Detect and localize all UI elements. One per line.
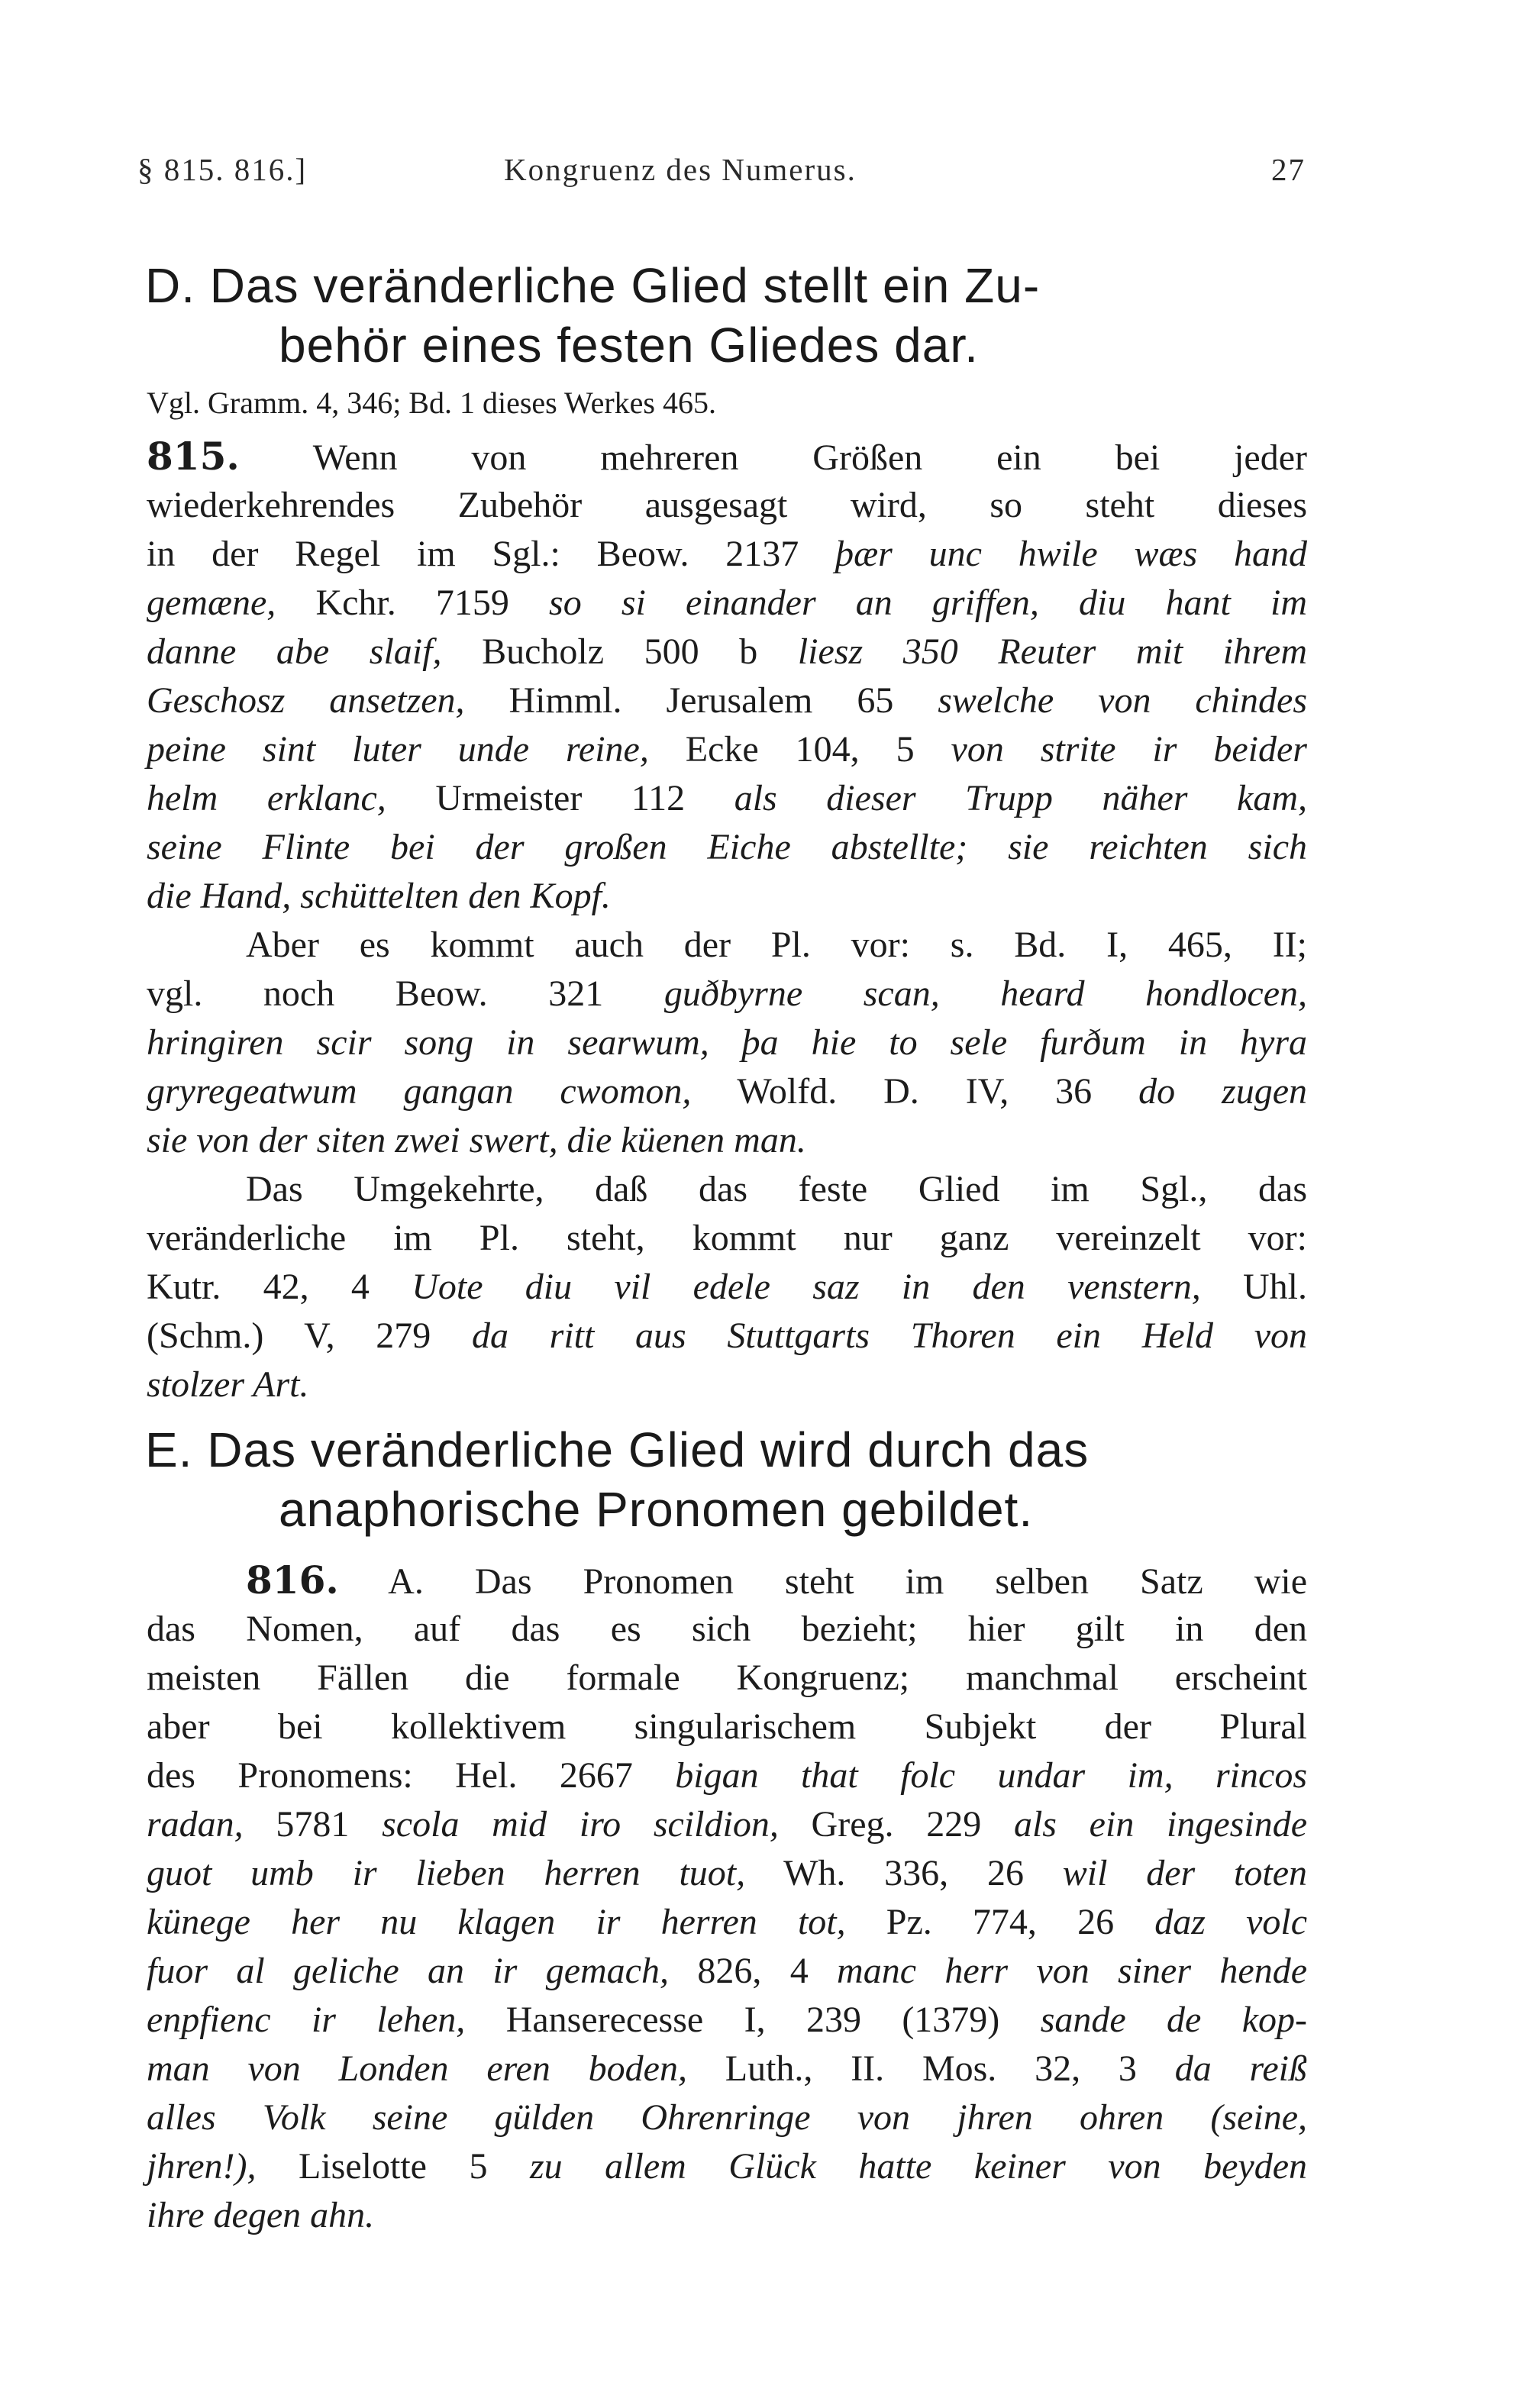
quoted-example: sande de kop- [1040, 2000, 1308, 2040]
quoted-example: alles Volk seine gülden Ohrenringe von jhren ohren (seine, [147, 2097, 1307, 2138]
text-line [147, 1018, 1307, 1067]
quoted-example: liesz 350 Reuter mit ihrem [797, 631, 1307, 672]
quoted-example: als dieser Trupp näher kam, [734, 778, 1308, 818]
quoted-example: radan, [147, 1804, 244, 1845]
text-line [147, 1898, 1307, 1947]
text-run: A. Das Pronomen steht im selben Satz wie [338, 1561, 1307, 1602]
section-816-text [147, 1556, 1307, 2240]
text-line [147, 1116, 1307, 1165]
text-line [147, 481, 1307, 530]
section-815-text [147, 374, 1307, 1409]
chapter-title: Kongruenz des Numerus. [504, 152, 857, 187]
text-run: Greg. 229 [778, 1804, 1014, 1845]
text-run: veränderliche im Pl. steht, kommt nur ganz vereinzelt vor: [147, 1218, 1307, 1258]
heading-line: anaphorische Pronomen gebildet. [279, 1482, 1034, 1537]
text-line [147, 1312, 1307, 1361]
text-run: Pz. 774, 26 [845, 1902, 1155, 1942]
text-line [147, 2093, 1307, 2142]
quoted-example: gemæne, [147, 583, 276, 623]
text-line [147, 921, 1307, 970]
text-run: (Schm.) V, 279 [147, 1315, 472, 1356]
quoted-example: manc herr von siner hende [837, 1951, 1307, 1991]
quoted-example: danne abe slaif, [147, 631, 442, 672]
quoted-example: peine sint luter unde reine, [147, 729, 649, 770]
text-line [147, 1165, 1307, 1214]
page-number: 27 [1271, 152, 1306, 187]
quoted-example: von strite ir beider [951, 729, 1307, 770]
text-run: Bucholz 500 b [441, 631, 798, 672]
text-line [147, 2191, 1307, 2240]
quoted-example: stolzer Art. [147, 1364, 309, 1405]
text-line [147, 1605, 1307, 1654]
text-line [147, 872, 1307, 921]
heading-line: E. Das veränderliche Glied wird durch das [145, 1422, 1090, 1477]
text-run: Ecke 104, 5 [648, 729, 951, 770]
quoted-example: swelche von chindes [938, 680, 1307, 721]
text-line [147, 823, 1307, 872]
quoted-example: guot umb ir lieben herren tuot, [147, 1853, 746, 1893]
quoted-example: jhren!), [147, 2146, 257, 2187]
quoted-example: zu allem Glück hatte keiner von beyden [529, 2146, 1308, 2187]
text-run: Wenn von mehreren Größen ein bei jeder [239, 437, 1307, 478]
text-run: Kchr. 7159 [276, 583, 550, 623]
text-line [147, 1800, 1307, 1849]
quoted-example: die Hand, schüttelten den Kopf. [147, 876, 611, 916]
text-line [147, 1361, 1307, 1409]
text-line [147, 530, 1307, 579]
text-run: des Pronomens: Hel. 2667 [147, 1755, 676, 1796]
section-d-heading [145, 256, 1306, 375]
text-run: Kutr. 42, 4 [147, 1267, 412, 1307]
text-line [147, 1654, 1307, 1703]
text-line [147, 579, 1307, 628]
text-line [147, 432, 1307, 481]
text-line [147, 1556, 1307, 1605]
text-line [147, 1263, 1307, 1312]
text-run: Luth., II. Mos. 32, 3 [686, 2048, 1175, 2089]
quoted-example: helm erklanc, [147, 778, 386, 818]
text-run: Himml. Jerusalem 65 [464, 680, 938, 721]
text-run: Vgl. Gramm. 4, 346; Bd. 1 dieses Werkes 465. [147, 386, 716, 420]
text-run: Liselotte 5 [256, 2146, 530, 2187]
text-run: Aber es kommt auch der Pl. vor: s. Bd. I, 465, II; [246, 925, 1307, 965]
text-line [147, 774, 1307, 823]
quoted-example: Uote diu vil edele saz in den venstern, [412, 1267, 1201, 1307]
quoted-example: wil der toten [1062, 1853, 1308, 1893]
text-run: 826, 4 [668, 1951, 838, 1991]
text-run: Hanserecesse I, 239 (1379) [465, 2000, 1041, 2040]
text-run: Urmeister 112 [386, 778, 734, 818]
text-run: das Nomen, auf das es sich bezieht; hier gilt in den [147, 1609, 1307, 1649]
quoted-example: bigan that folc undar im, rincos [675, 1755, 1308, 1796]
section-e-heading [145, 1420, 1306, 1539]
text-line [147, 2142, 1307, 2191]
quoted-example: fuor al geliche an ir gemach, [147, 1951, 669, 1991]
text-line [147, 1214, 1307, 1263]
section-number: 816. [246, 1557, 339, 1603]
quoted-example: da reiß [1174, 2048, 1308, 2089]
quoted-example: daz volc [1154, 1902, 1308, 1942]
text-run: Wh. 336, 26 [745, 1853, 1063, 1893]
text-line [147, 725, 1307, 774]
text-line [147, 628, 1307, 676]
quoted-example: Geschosz ansetzen, [147, 680, 465, 721]
quoted-example: sie von der siten zwei swert, die küenen man. [147, 1120, 806, 1160]
text-line [147, 970, 1307, 1018]
quoted-example: so si einander an griffen, diu hant im [549, 583, 1307, 623]
quoted-example: gryregeatwum gangan cwomon, [147, 1071, 692, 1112]
text-line [147, 676, 1307, 725]
quoted-example: man von Londen eren boden, [147, 2048, 687, 2089]
text-line [147, 374, 1307, 432]
quoted-example: als ein ingesinde [1013, 1804, 1307, 1845]
quoted-example: künege her nu klagen ir herren tot, [147, 1902, 846, 1942]
text-run: Das Umgekehrte, daß das feste Glied im Sgl., das [246, 1169, 1307, 1209]
text-run: aber bei kollektivem singularischem Subjekt der Plural [147, 1706, 1307, 1747]
text-run: 5781 [243, 1804, 383, 1845]
text-line [147, 1751, 1307, 1800]
section-reference: § 815. 816.] [137, 152, 308, 187]
text-run: Uhl. [1200, 1267, 1307, 1307]
text-run: vgl. noch Beow. 321 [147, 973, 664, 1014]
heading-line: behör eines festen Gliedes dar. [279, 318, 979, 373]
quoted-example: þær unc hwile wæs hand [835, 534, 1307, 574]
text-run: in der Regel im Sgl.: Beow. 2137 [147, 534, 836, 574]
quoted-example: ihre degen ahn. [147, 2195, 375, 2235]
quoted-example: do zugen [1138, 1071, 1307, 1112]
text-run: Wolfd. D. IV, 36 [691, 1071, 1139, 1112]
text-line [147, 1996, 1307, 2045]
quoted-example: da ritt aus Stuttgarts Thoren ein Held von [471, 1315, 1308, 1356]
text-line [147, 1849, 1307, 1898]
quoted-example: guðbyrne scan, heard hondlocen, [663, 973, 1308, 1014]
text-run: meisten Fällen die formale Kongruenz; manchmal erscheint [147, 1658, 1307, 1698]
quoted-example: scola mid iro scildion, [382, 1804, 779, 1845]
section-number: 815. [147, 434, 240, 479]
quoted-example: seine Flinte bei der großen Eiche abstellte; sie reichten sich [147, 827, 1307, 867]
heading-line: D. Das veränderliche Glied stellt ein Zu- [145, 258, 1041, 313]
quoted-example: enpfienc ir lehen, [147, 2000, 466, 2040]
quoted-example: hringiren scir song in searwum, þa hie to sele furðum in hyra [147, 1022, 1307, 1063]
text-line [147, 2045, 1307, 2093]
running-head [137, 151, 1306, 197]
text-line [147, 1703, 1307, 1751]
text-line [147, 1067, 1307, 1116]
text-line [147, 1947, 1307, 1996]
text-run: wiederkehrendes Zubehör ausgesagt wird, so steht dieses [147, 485, 1307, 525]
